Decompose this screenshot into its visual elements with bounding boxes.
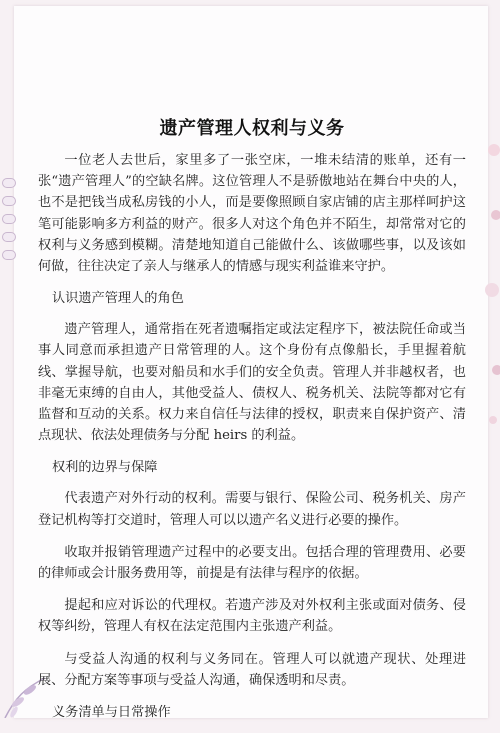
binder-ring (2, 178, 16, 188)
list-item: 收取并报销管理遗产过程中的必要支出。包括合理的管理费用、必要的律师或会计服务费用等，前提是有法律与程序的依据。 (38, 544, 466, 582)
binder-ring (2, 232, 16, 242)
list-item: 提起和应对诉讼的代理权。若遗产涉及对外权利主张或面对债务、侵权等纠纷，管理人有权在法定范围内主张遗产利益。 (38, 598, 466, 635)
list-item: 与受益人沟通的权利与义务同在。管理人可以就遗产现状、处理进展、分配方案等事项与受益人沟通，确保透明和尽责。 (38, 651, 466, 688)
document-title: 遗产管理人权利与义务 (159, 118, 345, 139)
floral-decoration-icon (470, 120, 500, 440)
section-paragraph: 遗产管理人，通常指在死者遗嘱指定或法定程序下，被法院任命或当事人同意而承担遗产日常管理的人。这个身份有点像船长，手里握着航线、掌握导航，也要对船员和水手们的安全负责。管理人并非越权者，也非毫无束缚的自由人，其他受益人、债权人、税务机关、法院等都对它有监督和互动的关系。权力来自信任与法律的授权，职责来自保护资产、清点现状、依法处理债务与分配 heirs 的利益。 (38, 322, 466, 444)
section-heading: 义务清单与日常操作 (52, 705, 171, 721)
intro-paragraph: 一位老人去世后，家里多了一张空床，一堆未结清的账单，还有一张“遗产管理人”的空缺名牌。这位管理人不是骄傲地站在舞台中央的人，也不是把钱当成私房钱的小人，而是要像照顾自家店铺的店主那样呵护这笔可能影响多方利益的财产。很多人对这个角色并不陌生，却常常对它的权利与义务感到模糊。清楚地知道自己能做什么、该做哪些事，以及该如何做，往往决定了亲人与继承人的情感与现实利益谁来守护。 (38, 153, 466, 275)
binder-ring (2, 250, 16, 260)
document-body (38, 114, 466, 733)
section-heading: 认识遗产管理人的角色 (52, 291, 184, 307)
binder-ring (2, 214, 16, 224)
list-item: 代表遗产对外行动的权利。需要与银行、保险公司、税务机关、房产登记机构等打交道时，管理人可以以遗产名义进行必要的操作。 (38, 491, 466, 528)
section-heading: 权利的边界与保障 (52, 460, 158, 476)
binder-ring (2, 196, 16, 206)
